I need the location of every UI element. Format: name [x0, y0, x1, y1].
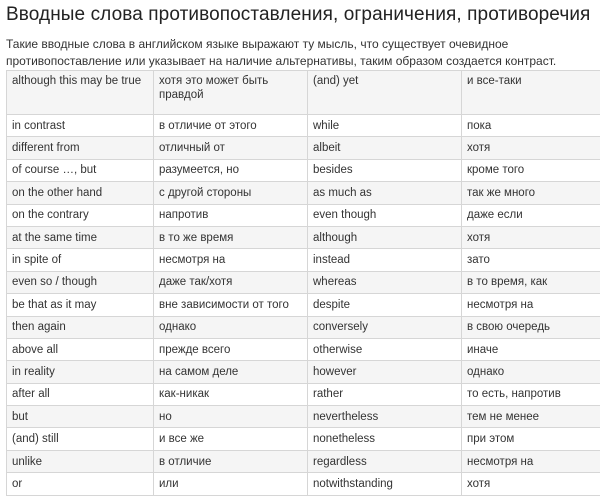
russian-translation-cell: в то время, как: [462, 271, 600, 293]
table-row: [7, 182, 600, 204]
english-phrase-cell: on the other hand: [7, 182, 154, 204]
english-phrase-cell: even though: [308, 204, 462, 226]
phrases-table: [6, 70, 600, 496]
english-phrase-cell: whereas: [308, 271, 462, 293]
table-row: [7, 406, 600, 428]
russian-translation-cell: при этом: [462, 428, 600, 450]
russian-translation-cell: даже так/хотя: [154, 271, 308, 293]
russian-translation-cell: на самом деле: [154, 361, 308, 383]
english-phrase-cell: albeit: [308, 137, 462, 159]
intro-paragraph: Такие вводные слова в английском языке выражают ту мысль, что существует очевидное противопоставление или указывает на наличие альтернативы, таким образом создается контраст.: [6, 37, 557, 68]
table-row: [7, 226, 600, 248]
table-row: [7, 428, 600, 450]
russian-translation-cell: в то же время: [154, 226, 308, 248]
table-row: [7, 383, 600, 405]
russian-translation-cell: то есть, напротив: [462, 383, 600, 405]
english-phrase-cell: rather: [308, 383, 462, 405]
russian-translation-cell: несмотря на: [462, 450, 600, 472]
russian-translation-cell: и все же: [154, 428, 308, 450]
english-phrase-cell: regardless: [308, 450, 462, 472]
english-phrase-cell: notwithstanding: [308, 473, 462, 495]
russian-translation-cell: хотя: [462, 473, 600, 495]
english-phrase-cell: of course …, but: [7, 159, 154, 181]
table-row: [7, 115, 600, 137]
english-phrase-cell: in spite of: [7, 249, 154, 271]
english-phrase-cell: be that as it may: [7, 294, 154, 316]
english-phrase-cell: besides: [308, 159, 462, 181]
english-phrase-cell: (and) yet: [308, 71, 462, 115]
english-phrase-cell: despite: [308, 294, 462, 316]
english-phrase-cell: but: [7, 406, 154, 428]
english-phrase-cell: conversely: [308, 316, 462, 338]
russian-translation-cell: несмотря на: [154, 249, 308, 271]
english-phrase-cell: in reality: [7, 361, 154, 383]
table-row: [7, 294, 600, 316]
russian-translation-cell: в отличие: [154, 450, 308, 472]
english-phrase-cell: above all: [7, 338, 154, 360]
table-row: [7, 159, 600, 181]
russian-translation-cell: разумеется, но: [154, 159, 308, 181]
russian-translation-cell: даже если: [462, 204, 600, 226]
english-phrase-cell: or: [7, 473, 154, 495]
russian-translation-cell: зато: [462, 249, 600, 271]
russian-translation-cell: с другой стороны: [154, 182, 308, 204]
russian-translation-cell: отличный от: [154, 137, 308, 159]
table-row: [7, 316, 600, 338]
english-phrase-cell: although this may be true: [7, 71, 154, 115]
table-row: [7, 71, 600, 115]
russian-translation-cell: в свою очередь: [462, 316, 600, 338]
english-phrase-cell: nonetheless: [308, 428, 462, 450]
english-phrase-cell: then again: [7, 316, 154, 338]
english-phrase-cell: while: [308, 115, 462, 137]
english-phrase-cell: (and) still: [7, 428, 154, 450]
russian-translation-cell: кроме того: [462, 159, 600, 181]
table-row: [7, 137, 600, 159]
table-row: [7, 249, 600, 271]
russian-translation-cell: однако: [154, 316, 308, 338]
russian-translation-cell: так же много: [462, 182, 600, 204]
russian-translation-cell: хотя это может быть правдой: [154, 71, 308, 115]
english-phrase-cell: nevertheless: [308, 406, 462, 428]
russian-translation-cell: но: [154, 406, 308, 428]
russian-translation-cell: хотя: [462, 137, 600, 159]
english-phrase-cell: after all: [7, 383, 154, 405]
russian-translation-cell: иначе: [462, 338, 600, 360]
table-row: [7, 361, 600, 383]
russian-translation-cell: или: [154, 473, 308, 495]
russian-translation-cell: напротив: [154, 204, 308, 226]
russian-translation-cell: прежде всего: [154, 338, 308, 360]
english-phrase-cell: at the same time: [7, 226, 154, 248]
phrases-table-body: [7, 71, 600, 496]
table-row: [7, 450, 600, 472]
russian-translation-cell: однако: [462, 361, 600, 383]
russian-translation-cell: вне зависимости от того: [154, 294, 308, 316]
english-phrase-cell: in contrast: [7, 115, 154, 137]
english-phrase-cell: however: [308, 361, 462, 383]
russian-translation-cell: в отличие от этого: [154, 115, 308, 137]
table-row: [7, 338, 600, 360]
english-phrase-cell: although: [308, 226, 462, 248]
english-phrase-cell: different from: [7, 137, 154, 159]
russian-translation-cell: как-никак: [154, 383, 308, 405]
english-phrase-cell: even so / though: [7, 271, 154, 293]
russian-translation-cell: и все-таки: [462, 71, 600, 115]
page-title: Вводные слова противопоставления, ограничения, противоречия: [6, 4, 591, 25]
russian-translation-cell: хотя: [462, 226, 600, 248]
russian-translation-cell: пока: [462, 115, 600, 137]
english-phrase-cell: on the contrary: [7, 204, 154, 226]
english-phrase-cell: as much as: [308, 182, 462, 204]
table-row: [7, 271, 600, 293]
english-phrase-cell: instead: [308, 249, 462, 271]
table-row: [7, 204, 600, 226]
russian-translation-cell: тем не менее: [462, 406, 600, 428]
table-row: [7, 473, 600, 495]
russian-translation-cell: несмотря на: [462, 294, 600, 316]
english-phrase-cell: unlike: [7, 450, 154, 472]
english-phrase-cell: otherwise: [308, 338, 462, 360]
